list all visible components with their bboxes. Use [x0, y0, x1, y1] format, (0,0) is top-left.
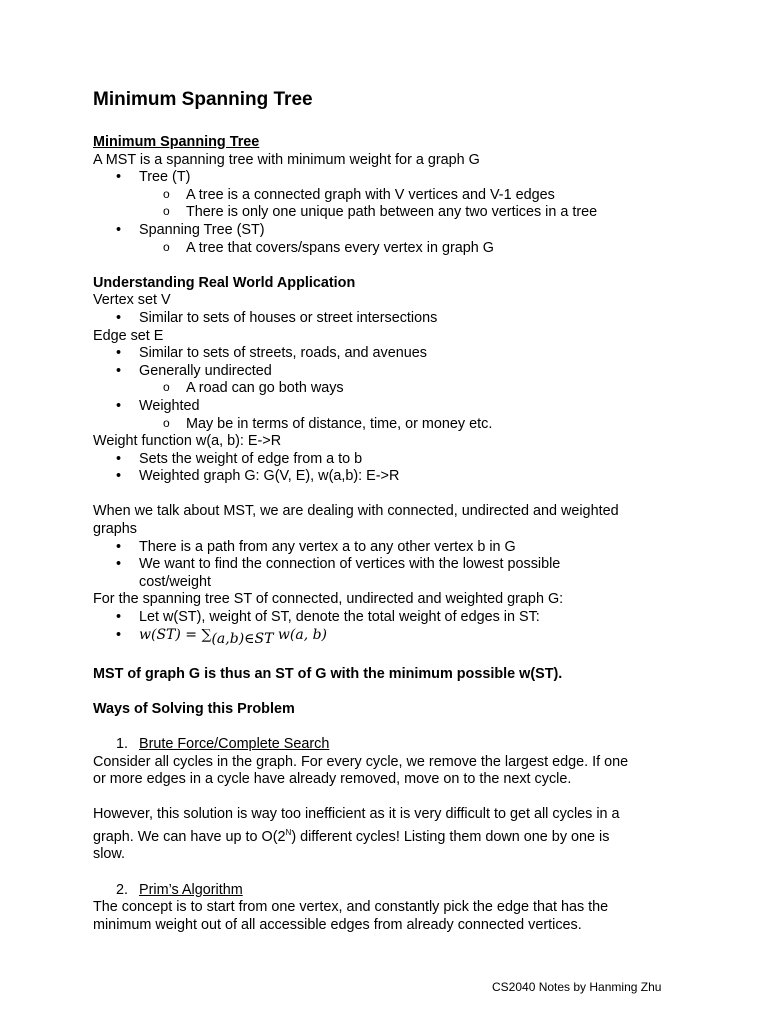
paragraph: Edge set E	[93, 327, 164, 344]
list-item-line: cost/weight	[139, 573, 211, 590]
list-subitem: o May be in terms of distance, time, or money etc.	[93, 416, 693, 434]
method-2	[93, 882, 693, 900]
paragraph: For the spanning tree ST of connected, undirected and weighted graph G:	[93, 591, 564, 608]
weight-list	[93, 609, 693, 648]
document-body	[93, 88, 693, 934]
method-number: 1.	[116, 736, 129, 753]
list-item: • There is a path from any vertex a to any other vertex b in G	[93, 539, 693, 557]
superscript: N	[285, 828, 292, 838]
list-item: • Sets the weight of edge from a to b	[93, 451, 693, 469]
mst-definition: A MST is a spanning tree with minimum weight for a graph G	[93, 151, 480, 168]
conclusion-statement: MST of graph G is thus an ST of G with the minimum possible w(ST).	[93, 665, 563, 682]
method-heading	[93, 882, 693, 900]
formula-rhs: w(a, b)	[273, 626, 328, 643]
method-title: Brute Force/Complete Search	[139, 736, 330, 753]
paragraph: graphs	[93, 521, 138, 538]
paragraph: slow.	[93, 846, 125, 863]
vertex-list	[93, 310, 693, 328]
paragraph: Weight function w(a, b): E->R	[93, 433, 282, 450]
formula	[93, 627, 693, 648]
list-item: • Spanning Tree (ST)	[93, 222, 693, 240]
text-run: ) different cycles! Listing them down one by one is	[291, 828, 610, 845]
list-item-line: We want to find the connection of vertices with the lowest possible	[139, 556, 561, 573]
weight-function-list	[93, 451, 693, 486]
paragraph: minimum weight out of all accessible edges from already connected vertices.	[93, 916, 582, 933]
section-heading-application: Understanding Real World Application	[93, 274, 356, 291]
list-subitem: o A tree that covers/spans every vertex in graph G	[93, 240, 693, 258]
paragraph: When we talk about MST, we are dealing with connected, undirected and weighted	[93, 503, 619, 520]
list-subitem: o A road can go both ways	[93, 380, 693, 398]
section-heading-mst: Minimum Spanning Tree	[93, 134, 260, 150]
page-title: Minimum Spanning Tree	[93, 89, 313, 110]
list-item: • Similar to sets of streets, roads, and avenues	[93, 345, 693, 363]
list-item: • Generally undirected	[93, 363, 693, 381]
method-title: Prim’s Algorithm	[139, 881, 243, 898]
method-heading	[93, 736, 693, 754]
list-item: • Tree (T)	[93, 169, 693, 187]
formula-lhs: w(ST) = ∑	[139, 626, 212, 643]
paragraph: However, this solution is way too inefficient as it is very difficult to get all cycles in a	[93, 806, 620, 823]
list-item: • Weighted	[93, 398, 693, 416]
paragraph	[93, 824, 693, 846]
list-item	[93, 556, 693, 591]
list-item: • Weighted graph G: G(V, E), w(a,b): E->R	[93, 468, 693, 486]
list-subitem: o A tree is a connected graph with V vertices and V-1 edges	[93, 187, 693, 205]
paragraph: Vertex set V	[93, 292, 171, 309]
formula-subscript: (a,b)∈ST	[211, 630, 274, 647]
method-1	[93, 736, 693, 754]
list-item: • Similar to sets of houses or street intersections	[93, 310, 693, 328]
method-number: 2.	[116, 881, 129, 898]
text-run: graph. We can have up to O(2	[93, 828, 286, 845]
paragraph: Consider all cycles in the graph. For every cycle, we remove the largest edge. If one	[93, 753, 629, 770]
list-item: • Let w(ST), weight of ST, denote the total weight of edges in ST:	[93, 609, 693, 627]
section-heading-ways: Ways of Solving this Problem	[93, 700, 295, 717]
page-footer: CS2040 Notes by Hanming Zhu	[492, 980, 662, 994]
edge-list	[93, 345, 693, 433]
mst-definition-list	[93, 169, 693, 257]
paragraph: or more edges in a cycle have already removed, move on to the next cycle.	[93, 771, 572, 788]
mst-properties-list	[93, 539, 693, 592]
list-subitem: o There is only one unique path between any two vertices in a tree	[93, 204, 693, 222]
paragraph: The concept is to start from one vertex, and constantly pick the edge that has the	[93, 899, 609, 916]
